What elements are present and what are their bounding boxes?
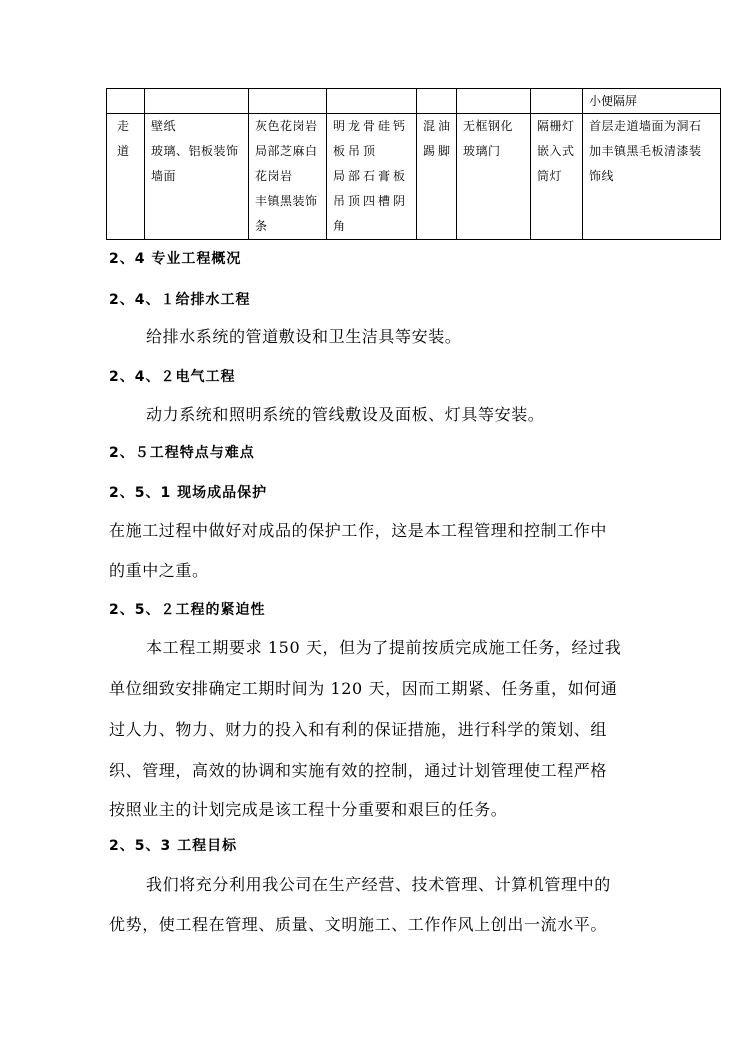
paragraph-line: 按照业主的计划完成是该工程十分重要和艰巨的任务。 <box>109 800 508 819</box>
paragraph-line: 在施工过程中做好对成品的保护工作，这是本工程管理和控制工作中 <box>109 521 608 540</box>
table-cell <box>107 89 145 114</box>
table-cell <box>249 89 327 114</box>
table-cell-floor: 灰色花岗岩 局部芝麻白 花岗岩 丰镇黑装饰 条 <box>249 114 327 240</box>
table-cell <box>145 89 249 114</box>
table-cell-ceiling: 明龙骨硅钙 板吊顶 局部石膏板 吊顶四槽阴 角 <box>327 114 417 240</box>
table-cell-wall: 壁纸 玻璃、铝板装饰 墙面 <box>145 114 249 240</box>
materials-table <box>106 88 721 240</box>
heading-2-4-1: 2、4、１给排水工程 <box>109 292 251 308</box>
paragraph-2-4-2: 动力系统和照明系统的管线敷设及面板、灯具等安装。 <box>146 405 545 424</box>
table-cell <box>417 89 457 114</box>
paragraph-line: 我们将充分利用我公司在生产经营、技术管理、计算机管理中的 <box>146 875 611 894</box>
paragraph-line: 本工程工期要求 150 天，但为了提前按质完成施工任务，经过我 <box>146 638 622 657</box>
table-cell-notes: 首层走道墙面为洞石 加丰镇黑毛板清漆装 饰线 <box>583 114 721 240</box>
heading-2-4: 2、4 专业工程概况 <box>109 251 242 267</box>
heading-2-5-1: 2、5、1 现场成品保护 <box>109 485 268 501</box>
paragraph-line: 的重中之重。 <box>109 561 209 580</box>
table-cell-skirting: 混油 踢脚 <box>417 114 457 240</box>
table-cell-lighting: 隔栅灯 嵌入式 筒灯 <box>531 114 583 240</box>
table-row <box>107 114 721 240</box>
paragraph-line: 单位细致安排确定工期时间为 120 天，因而工期紧、任务重，如何通 <box>109 679 618 698</box>
heading-2-5: 2、５工程特点与难点 <box>109 445 255 461</box>
table-row <box>107 89 721 114</box>
heading-2-5-3: 2、5、3 工程目标 <box>109 838 238 854</box>
table-cell-door: 无框钢化 玻璃门 <box>457 114 531 240</box>
paragraph-line: 织、管理，高效的协调和实施有效的控制，通过计划管理使工程严格 <box>109 761 608 780</box>
heading-2-4-2: 2、4、２电气工程 <box>109 369 236 385</box>
paragraph-line: 过人力、物力、财力的投入和有利的保证措施，进行科学的策划、组 <box>109 720 608 739</box>
paragraph-2-4-1: 给排水系统的管道敷设和卫生洁具等安装。 <box>146 327 462 346</box>
table-cell: 小便隔屏 <box>583 89 721 114</box>
paragraph-line: 优势，使工程在管理、质量、文明施工、工作作风上创出一流水平。 <box>109 915 608 934</box>
heading-2-5-2: 2、5、２工程的紧迫性 <box>109 602 266 618</box>
table-cell <box>457 89 531 114</box>
table-cell <box>327 89 417 114</box>
table-cell <box>531 89 583 114</box>
table-cell-area: 走 道 <box>107 114 145 240</box>
